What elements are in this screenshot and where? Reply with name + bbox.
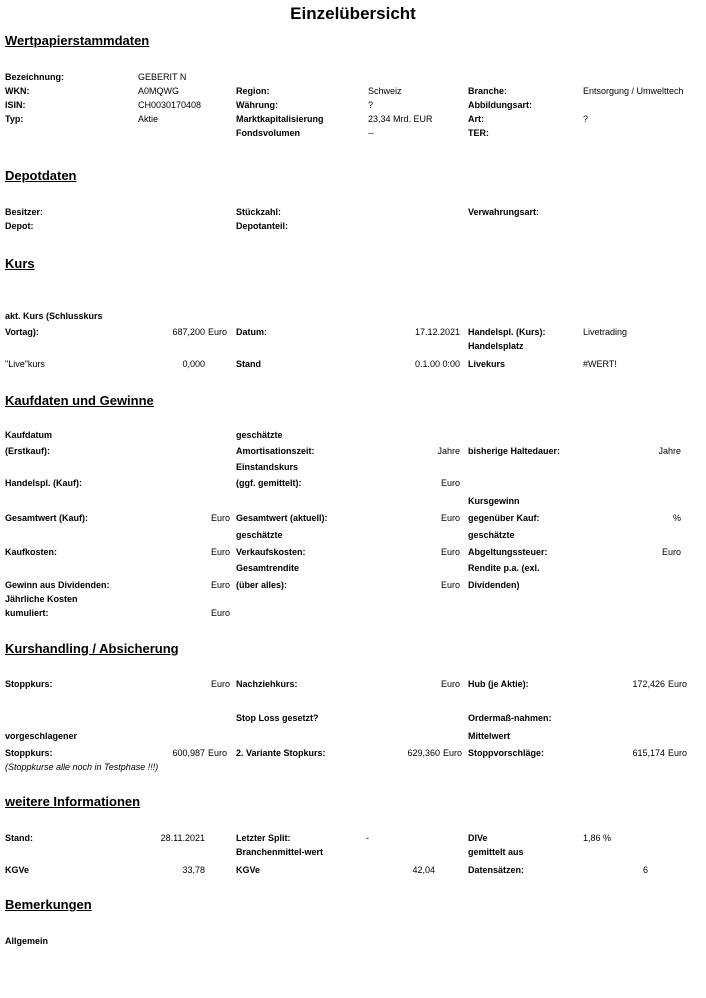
- field-label-stoppkurs: Stoppkurs:: [5, 679, 53, 689]
- field-value-wkn: A0MQWG: [138, 86, 180, 96]
- field-unit-hub-je-aktie: Euro: [668, 679, 688, 689]
- field-label-handelspl-kauf: Handelspl. (Kauf):: [5, 478, 83, 488]
- section-heading-bemerkungen: Bemerkungen: [5, 897, 92, 912]
- field-label-livekurs-col1: "Live"kurs: [5, 359, 45, 369]
- field-unit-kursgewinn: %: [672, 513, 681, 523]
- field-label-kgve: KGVe: [5, 865, 30, 875]
- field-unit-gesamtrendite: Euro: [440, 580, 460, 590]
- field-value-hub-je-aktie: 172,426: [632, 679, 665, 689]
- field-label-kursgewinn-line1: Kursgewinn: [468, 496, 520, 506]
- field-value-fondsvolumen: --: [368, 128, 374, 138]
- field-label-stop-loss-gesetzt: Stop Loss gesetzt?: [236, 713, 319, 723]
- field-value-kgve: 33,78: [182, 865, 205, 875]
- field-label-gesamtwert-kauf: Gesamtwert (Kauf):: [5, 513, 89, 523]
- field-unit-bisherige-haltedauer: Jahre: [658, 446, 681, 456]
- field-value-kgve-branche: 42,04: [412, 865, 435, 875]
- field-unit-gewinn-dividenden: Euro: [210, 580, 230, 590]
- field-value-art: ?: [583, 114, 589, 124]
- field-unit-stoppvorschlaege: Euro: [668, 748, 688, 758]
- field-unit-akt-kurs: Euro: [208, 327, 228, 337]
- field-label-waehrung: Währung:: [236, 100, 278, 110]
- page-title: Einzelübersicht: [290, 4, 416, 23]
- field-label-depot: Depot:: [5, 221, 34, 231]
- field-label-kaufkosten: Kaufkosten:: [5, 547, 58, 557]
- field-label-handelsplatz: Handelsplatz: [468, 341, 524, 351]
- field-label-branche: Branche:: [468, 86, 508, 96]
- field-value-stoppvorschlaege: 615,174: [632, 748, 665, 758]
- field-label-verwahrungsart: Verwahrungsart:: [468, 207, 540, 217]
- field-unit-jaehrliche-kosten: Euro: [210, 608, 230, 618]
- field-label-ter: TER:: [468, 128, 489, 138]
- field-label-kaufdatum-line1: Kaufdatum: [5, 430, 52, 440]
- field-label-datensaetzen: Datensätzen:: [468, 865, 525, 875]
- field-unit-nachziehkurs: Euro: [440, 679, 460, 689]
- field-value-region: Schweiz: [368, 86, 402, 96]
- field-label-depotanteil: Depotanteil:: [236, 221, 289, 231]
- field-value-marktkapitalisierung: 23,34 Mrd. EUR: [368, 114, 433, 124]
- field-label-mittelwert: Mittelwert: [468, 731, 511, 741]
- field-label-gesamtrendite-line2: (über alles):: [236, 580, 288, 590]
- field-label-isin: ISIN:: [5, 100, 26, 110]
- field-value-vorgeschlagener-stoppkurs: 600,987: [172, 748, 205, 758]
- field-label-vorgeschlagener-stoppkurs: Stoppkurs:: [5, 748, 53, 758]
- field-label-abbildungsart: Abbildungsart:: [468, 100, 532, 110]
- field-label-kursgewinn-line2: gegenüber Kauf:: [468, 513, 540, 523]
- field-unit-abgeltungssteuer: Euro: [661, 547, 681, 557]
- field-value-stand-kurs: 0.1.00 0:00: [414, 359, 460, 369]
- field-value-typ: Aktie: [138, 114, 159, 124]
- field-unit-2-variante-stopkurs: Euro: [443, 748, 463, 758]
- field-label-gewinn-dividenden: Gewinn aus Dividenden:: [5, 580, 110, 590]
- field-label-gesamtrendite-line1: Gesamtrendite: [236, 563, 300, 573]
- section-heading-weitere-informationen: weitere Informationen: [5, 794, 141, 809]
- field-label-wkn: WKN:: [5, 86, 30, 96]
- section-heading-kurshandling: Kurshandling / Absicherung: [5, 641, 179, 656]
- field-label-bisherige-haltedauer: bisherige Haltedauer:: [468, 446, 561, 456]
- field-value-datensaetzen: 6: [642, 865, 648, 875]
- field-label-akt-kurs-line1: akt. Kurs (Schlusskurs: [5, 311, 103, 321]
- field-label-2-variante-stopkurs: 2. Variante Stopkurs:: [236, 748, 326, 758]
- field-label-stand: Stand:: [5, 833, 33, 843]
- field-unit-gesamtwert-aktuell: Euro: [440, 513, 460, 523]
- field-unit-verkaufskosten: Euro: [440, 547, 460, 557]
- field-label-amortisationszeit-line1: geschätzte: [236, 430, 283, 440]
- field-value-datum: 17.12.2021: [414, 327, 460, 337]
- field-label-nachziehkurs: Nachziehkurs:: [236, 679, 298, 689]
- field-label-verkaufskosten-line1: geschätzte: [236, 530, 283, 540]
- field-label-kaufdatum-line2: (Erstkauf):: [5, 446, 51, 456]
- field-label-stueckzahl: Stückzahl:: [236, 207, 282, 217]
- field-value-livekurs-col1: 0,000: [182, 359, 205, 369]
- section-heading-kurs: Kurs: [5, 256, 35, 271]
- field-label-einstandskurs-line2: (ggf. gemittelt):: [236, 478, 302, 488]
- field-value-stand: 28.11.2021: [160, 833, 205, 843]
- field-label-datum: Datum:: [236, 327, 267, 337]
- field-label-vorgeschlagener: vorgeschlagener: [5, 731, 78, 741]
- field-value-livekurs: #WERT!: [583, 359, 617, 369]
- field-label-akt-kurs-line2: Vortag):: [5, 327, 39, 337]
- field-unit-amortisationszeit: Jahre: [437, 446, 460, 456]
- field-unit-gesamtwert-kauf: Euro: [210, 513, 230, 523]
- field-value-branche: Entsorgung / Umwelttech: [583, 86, 684, 96]
- field-label-bezeichnung: Bezeichnung:: [5, 72, 65, 82]
- field-label-jaehrliche-kosten-line1: Jährliche Kosten: [5, 594, 78, 604]
- field-label-art: Art:: [468, 114, 484, 124]
- field-label-dive: DIVe: [468, 833, 488, 843]
- field-label-fondsvolumen: Fondsvolumen: [236, 128, 301, 138]
- field-label-typ: Typ:: [5, 114, 24, 124]
- field-unit-kaufkosten: Euro: [210, 547, 230, 557]
- field-value-letzter-split: -: [366, 833, 369, 843]
- section-heading-depotdaten: Depotdaten: [5, 168, 77, 183]
- field-label-abgeltungssteuer-line1: geschätzte: [468, 530, 515, 540]
- field-value-bezeichnung: GEBERIT N: [138, 72, 187, 82]
- field-label-stand-kurs: Stand: [236, 359, 262, 369]
- field-value-akt-kurs: 687,200: [172, 327, 205, 337]
- field-label-allgemein: Allgemein: [5, 936, 49, 946]
- field-value-waehrung: ?: [368, 100, 374, 110]
- field-label-ordermassnahmen: Ordermaß-nahmen:: [468, 713, 552, 723]
- field-label-region: Region:: [236, 86, 270, 96]
- field-label-stoppvorschlaege: Stoppvorschläge:: [468, 748, 545, 758]
- field-label-branchenmittelwert: Branchenmittel-wert: [236, 847, 324, 857]
- field-label-letzter-split: Letzter Split:: [236, 833, 291, 843]
- footnote-stoppkurse-testphase: (Stoppkurse alle noch in Testphase !!!): [5, 762, 159, 772]
- section-heading-kaufdaten: Kaufdaten und Gewinne: [5, 393, 154, 408]
- field-label-einstandskurs-line1: Einstandskurs: [236, 462, 299, 472]
- field-label-handelspl-kurs: Handelspl. (Kurs):: [468, 327, 546, 337]
- field-label-jaehrliche-kosten-line2: kumuliert:: [5, 608, 49, 618]
- field-label-gesamtwert-aktuell: Gesamtwert (aktuell):: [236, 513, 328, 523]
- field-value-handelspl-kurs: Livetrading: [583, 327, 628, 337]
- field-unit-vorgeschlagener-stoppkurs: Euro: [208, 748, 228, 758]
- field-value-2-variante-stopkurs: 629,360: [407, 748, 440, 758]
- field-label-verkaufskosten-line2: Verkaufskosten:: [236, 547, 306, 557]
- field-label-abgeltungssteuer-line2: Abgeltungssteuer:: [468, 547, 548, 557]
- field-label-gemittelt-aus: gemittelt aus: [468, 847, 524, 857]
- field-unit-stoppkurs: Euro: [210, 679, 230, 689]
- section-heading-wertpapierstammdaten: Wertpapierstammdaten: [5, 33, 150, 48]
- field-label-rendite-pa-line1: Rendite p.a. (exl.: [468, 563, 540, 573]
- field-label-livekurs: Livekurs: [468, 359, 506, 369]
- field-value-isin: CH0030170408: [138, 100, 202, 110]
- field-value-dive: 1,86 %: [583, 833, 612, 843]
- field-label-amortisationszeit-line2: Amortisationszeit:: [236, 446, 315, 456]
- field-label-marktkapitalisierung: Marktkapitalisierung: [236, 114, 324, 124]
- field-unit-einstandskurs: Euro: [440, 478, 460, 488]
- field-label-kgve-branche: KGVe: [236, 865, 261, 875]
- field-label-hub-je-aktie: Hub (je Aktie):: [468, 679, 529, 689]
- field-label-rendite-pa-line2: Dividenden): [468, 580, 520, 590]
- field-label-besitzer: Besitzer:: [5, 207, 44, 217]
